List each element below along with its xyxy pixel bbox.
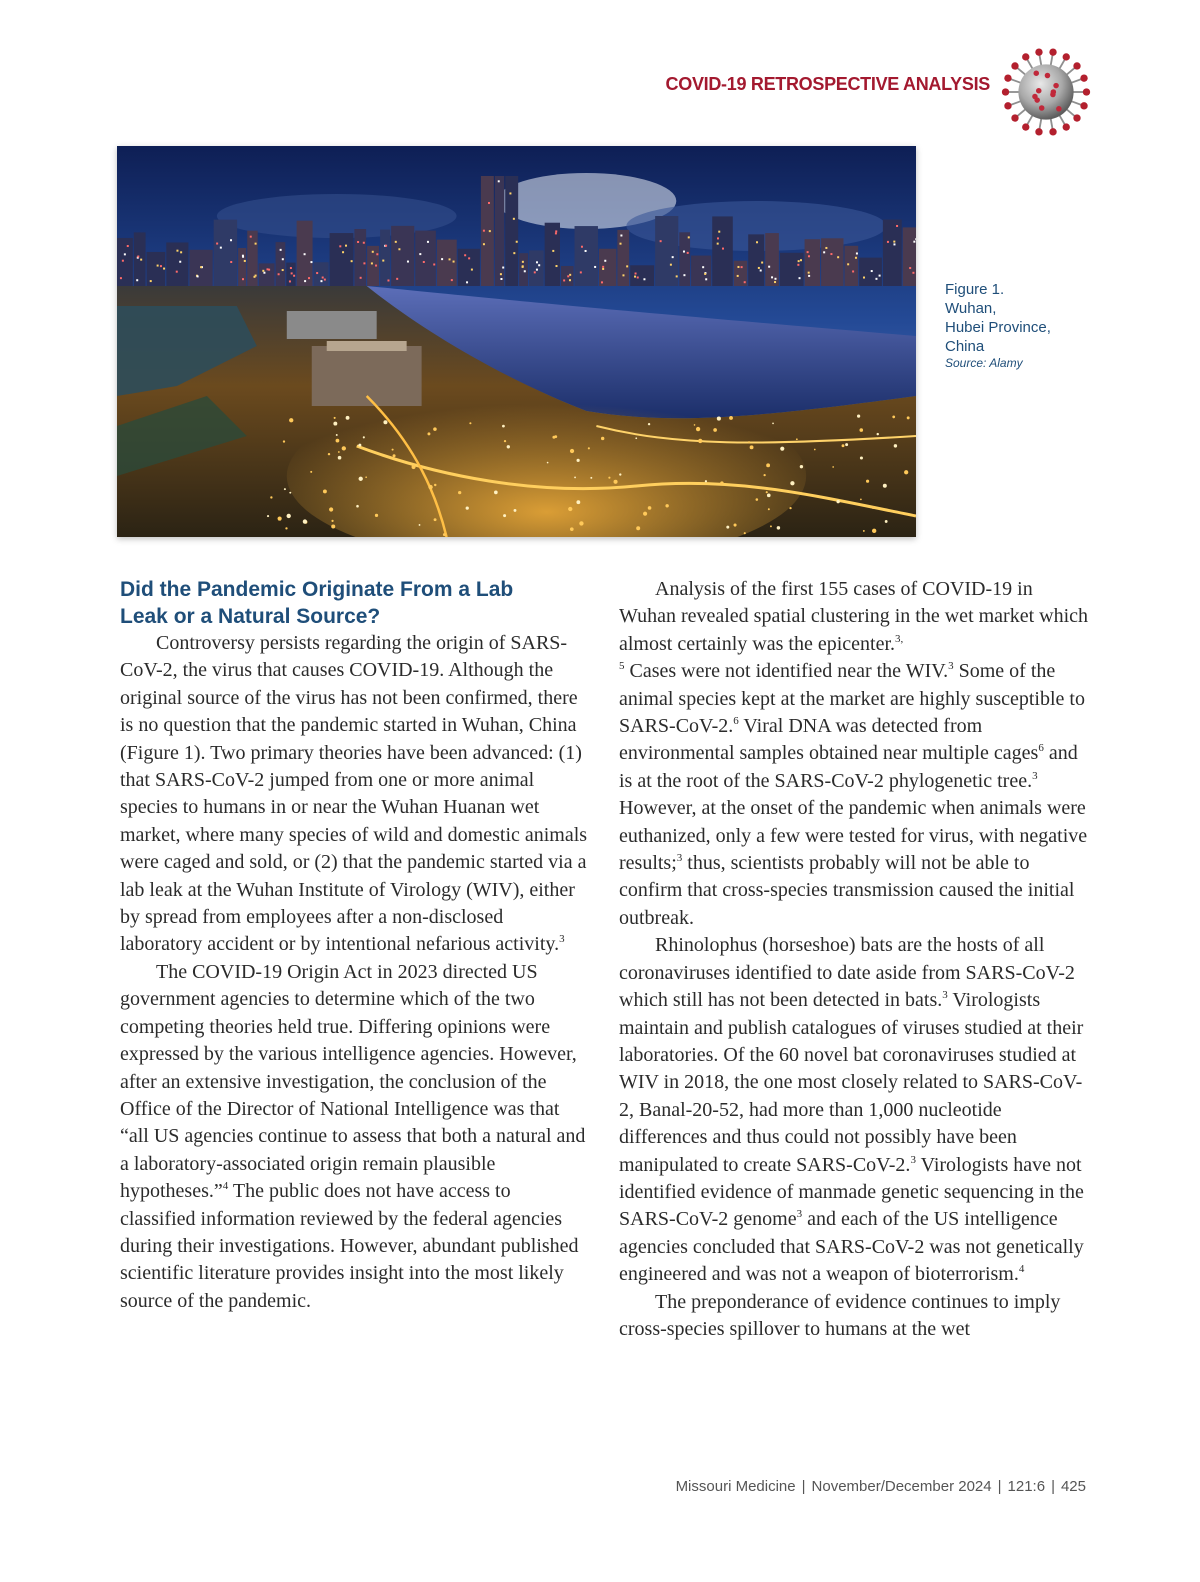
reference-marker: 4 [222,1180,229,1193]
section-title: COVID-19 RETROSPECTIVE ANALYSIS [665,74,990,94]
wuhan-city-photo [117,146,916,537]
reference-marker: 3 [796,1208,803,1221]
footer-separator: | [997,1478,1002,1495]
caption-line: Wuhan, [945,300,997,317]
paragraph: The COVID-19 Origin Act in 2023 directed US government agencies to determine which of the two competing theories held true. Differing opinions were expressed by the various intelligence agencies. However, after an extensive investigation, the conclusion of the Office of the Director of National Intelligence was that “all US agencies continue to assess that both a natural and a laboratory-associated origin remain plausible hypotheses.”$^4$ The public does not have access to classified information reviewed by the federal agencies during their investigations. However, abundant published scientific literature provides insight into the most likely source of the pandemic. [120,960,586,1312]
reference-marker: 4 [1018,1263,1025,1276]
reference-marker: 3 [942,989,948,1002]
footer-separator: | [1051,1478,1055,1495]
right-column [619,576,1089,1343]
caption-line: Hubei Province, [945,319,1051,336]
page-number: 425 [1060,1478,1086,1495]
issue-date: November/December 2024 [811,1478,992,1495]
reference-marker: 5 [619,660,625,673]
caption-source: Source: Alamy [945,356,1023,370]
reference-marker: 3 [948,660,954,673]
section-heading [120,576,590,630]
paragraph: The preponderance of evidence continues to imply cross-species spillover to humans at the wet [619,1290,1061,1340]
section-heading-line: Did the Pandemic Originate From a Lab [120,578,514,601]
coronavirus-icon [1000,46,1092,138]
reference-marker: 6 [733,715,739,728]
caption-line: Figure 1. [945,281,1005,298]
footer-separator: | [801,1478,806,1495]
reference-marker: 3, [895,632,904,645]
paragraph: Controversy persists regarding the origin of SARS-CoV-2, the virus that causes COVID-19. Although the original source of the virus has not been confirmed, there is no question that the pandemic started in Wuhan, China (Figure 1). Two primary theories have been advanced: (1) that SARS-CoV-2 jumped from one or more animal species to humans in or near the Wuhan Huanan wet market, where many species of wild and domestic animals were caged and sold, or (2) that the pandemic started via a lab leak at the Wuhan Institute of Virology (WIV), either by spread from employees after a non-disclosed laboratory accident or by intentional nefarious activity.$^3$ [120,632,588,956]
reference-marker: 3 [910,1153,916,1166]
figure-caption [945,280,1095,371]
paragraph: Rhinolophus (horseshoe) bats are the hosts of all coronaviruses identified to date aside from SARS-CoV-2 which still has not been detected in bats.$^3$ Virologists maintain and publish catalogues of viruses studied at their laboratories. Of the 60 novel bat coronaviruses studied at WIV in 2018, the one most closely related to SARS-CoV-2, Banal-20-52, had more than 1,000 nucleotide differences and thus could not possibly have been manipulated to create SARS-CoV-2.$^3$ Virologists have not identified evidence of manmade genetic sequencing in the SARS-CoV-2 genome$^3$ and each of the US intelligence agencies concluded that SARS-CoV-2 was not genetically engineered and was not a weapon of bioterrorism.$^4$ [619,934,1084,1286]
reference-marker: 3 [1032,769,1038,782]
caption-line: China [945,338,985,355]
reference-marker: 3 [676,852,683,865]
reference-marker: 3 [559,933,565,946]
paragraph: Analysis of the first 155 cases of COVID-19 in Wuhan revealed spatial clustering in the wet market which almost certainly was the epicenter.$^{3,}$ $^5$ Cases were not identified near the WIV.$^3$ Some of the animal species kept at the market are highly susceptible to SARS-CoV-2.$^6$ Viral DNA was detected from environmental samples obtained near multiple cages$^6$ and is at the root of the SARS-CoV-2 phylogenetic tree.$^3$ However, at the onset of the pandemic when animals were euthanized, only a few were tested for virus, with negative results;$^3$ thus, scientists probably will not be able to confirm that cross-species transmission caused the initial outbreak. [619,578,1089,929]
left-column [120,576,590,1315]
section-heading-line: Leak or a Natural Source? [120,605,381,628]
page-footer [676,1478,1086,1495]
journal-name: Missouri Medicine [675,1478,796,1495]
volume-number: 121:6 [1007,1478,1046,1495]
reference-marker: 6 [1038,742,1044,755]
